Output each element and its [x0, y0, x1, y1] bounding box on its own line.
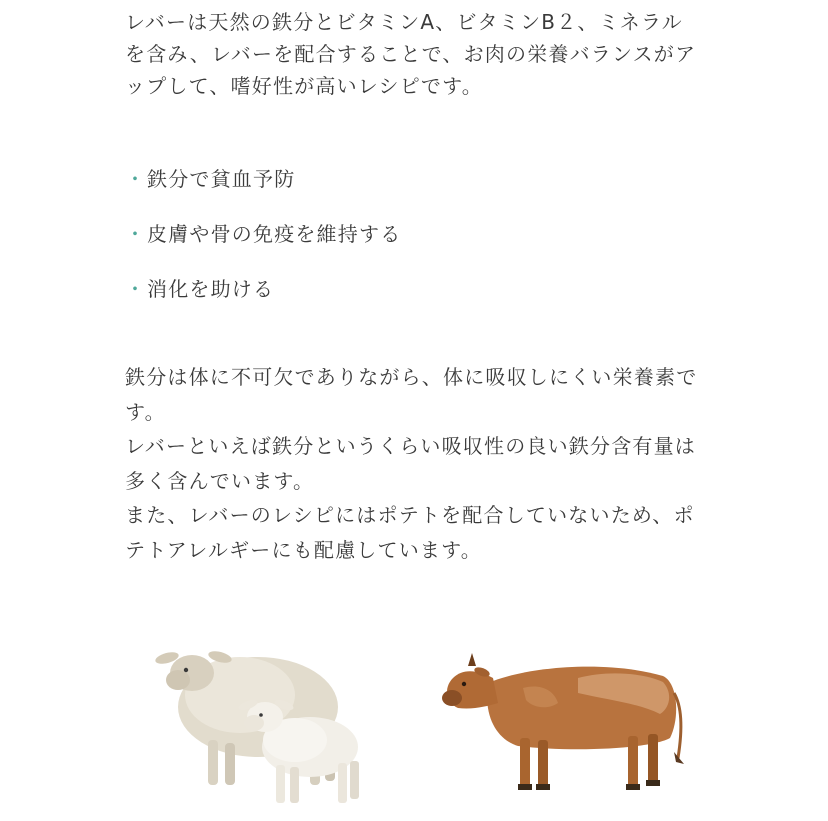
details-line: 鉄分は体に不可欠でありながら、体に吸収しにくい栄養素で: [125, 365, 698, 389]
bullet-dot: ・: [125, 222, 147, 246]
benefit-item: [125, 215, 401, 270]
bullet-dot: ・: [125, 167, 147, 191]
intro-line: レバーは天然の鉄分とビタミンA、ビタミンB２、ミネラル: [125, 10, 683, 34]
details-line: また、レバーのレシピにはポテトを配合していないため、ポ: [125, 503, 695, 527]
benefit-item: [125, 160, 401, 215]
intro-line: を含み、レバーを配合することで、お肉の栄養バランスがア: [125, 42, 697, 66]
details-line: レバーといえば鉄分というくらい吸収性の良い鉄分含有量は: [125, 434, 696, 458]
details-line: す。: [125, 399, 166, 424]
benefits-list: [125, 160, 401, 325]
details-line: テトアレルギーにも配慮しています。: [125, 537, 482, 562]
intro-line: ップして、嗜好性が高いレシピです。: [125, 74, 483, 98]
bullet-dot: ・: [125, 277, 147, 301]
cow-image: [438, 648, 688, 798]
intro-paragraph: [125, 6, 725, 102]
benefit-text: 消化を助ける: [147, 277, 275, 301]
benefit-text: 皮膚や骨の免疫を維持する: [147, 222, 402, 246]
sheep-image: [150, 635, 375, 810]
benefit-item: [125, 270, 401, 325]
details-line: 多く含んでいます。: [125, 468, 315, 493]
benefit-text: 鉄分で貧血予防: [147, 167, 296, 191]
details-paragraph: [125, 360, 725, 567]
